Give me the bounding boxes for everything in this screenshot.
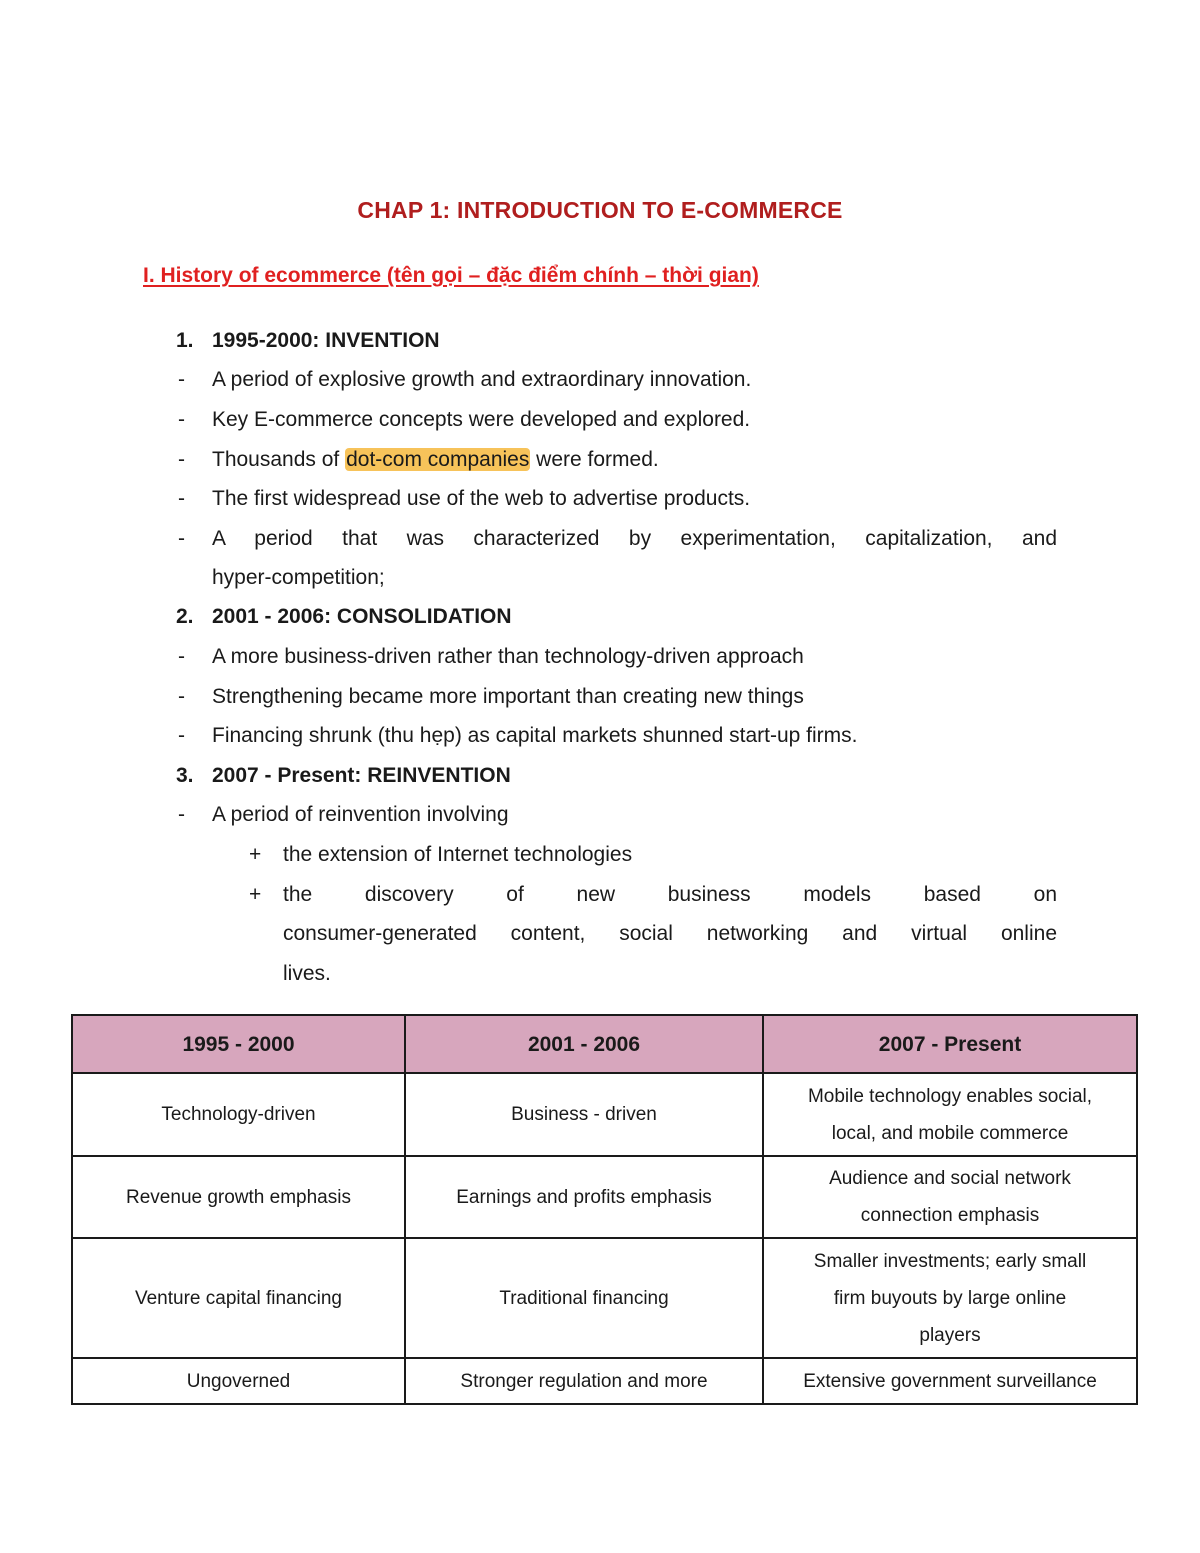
period-heading-1: 1995-2000: INVENTION bbox=[212, 329, 440, 352]
table-cell-line: players bbox=[919, 1324, 981, 1346]
dash-marker: - bbox=[178, 803, 185, 826]
list-number-2: 2. bbox=[176, 605, 194, 628]
dash-marker: - bbox=[178, 685, 185, 708]
table-cell bbox=[763, 1156, 1137, 1238]
table-row bbox=[72, 1238, 1137, 1358]
dash-marker: - bbox=[178, 527, 185, 550]
bullet-1-5: A period that was characterized by experimentation, capitalization, and bbox=[212, 527, 1057, 550]
table-header-cell: 2001 - 2006 bbox=[405, 1015, 763, 1073]
bullet-2-1: A more business-driven rather than technology-driven approach bbox=[212, 645, 804, 668]
period-heading-2: 2001 - 2006: CONSOLIDATION bbox=[212, 605, 512, 628]
section-heading: I. History of ecommerce (tên gọi – đặc điểm chính – thời gian) bbox=[143, 264, 759, 287]
bullet-1-5-cont: hyper-competition; bbox=[212, 566, 385, 589]
table-cell-line: Mobile technology enables social, bbox=[807, 1085, 1093, 1107]
table-cell bbox=[763, 1238, 1137, 1358]
subbullet-3-1: the extension of Internet technologies bbox=[283, 843, 633, 866]
table-cell: Business - driven bbox=[405, 1073, 763, 1156]
bullet-3-1: A period of reinvention involving bbox=[212, 803, 509, 826]
bullet-1-3-after: were formed. bbox=[530, 448, 659, 471]
plus-marker: + bbox=[249, 843, 262, 866]
table-cell: Revenue growth emphasis bbox=[72, 1156, 405, 1238]
bullet-1-1: A period of explosive growth and extraordinary innovation. bbox=[212, 368, 752, 391]
subbullet-3-2-end: lives. bbox=[283, 962, 331, 985]
dash-marker: - bbox=[178, 408, 185, 431]
table-header-cell: 1995 - 2000 bbox=[72, 1015, 405, 1073]
table-cell-line: Smaller investments; early small bbox=[813, 1250, 1087, 1272]
table-cell-line: local, and mobile commerce bbox=[831, 1122, 1069, 1144]
table-cell: Ungoverned bbox=[72, 1358, 405, 1404]
table-cell: Technology-driven bbox=[72, 1073, 405, 1156]
list-number-3: 3. bbox=[176, 764, 194, 787]
dash-marker: - bbox=[178, 448, 185, 471]
table-cell: Extensive government surveillance bbox=[763, 1358, 1137, 1404]
list-number-1: 1. bbox=[176, 329, 194, 352]
period-heading-3: 2007 - Present: REINVENTION bbox=[212, 764, 511, 787]
table-cell: Stronger regulation and more bbox=[405, 1358, 763, 1404]
dash-marker: - bbox=[178, 487, 185, 510]
bullet-2-3: Financing shrunk (thu hẹp) as capital markets shunned start-up firms. bbox=[212, 724, 858, 747]
dash-marker: - bbox=[178, 368, 185, 391]
bullet-2-2: Strengthening became more important than creating new things bbox=[212, 685, 804, 708]
table-cell-line: Audience and social network bbox=[829, 1168, 1071, 1189]
plus-marker: + bbox=[249, 883, 262, 906]
table-row bbox=[72, 1073, 1137, 1156]
table-cell bbox=[763, 1073, 1137, 1156]
table-cell: Earnings and profits emphasis bbox=[405, 1156, 763, 1238]
table-header-row bbox=[72, 1015, 1137, 1073]
history-table bbox=[71, 1014, 1138, 1405]
table-header-cell: 2007 - Present bbox=[763, 1015, 1137, 1073]
table-row bbox=[72, 1156, 1137, 1238]
table-cell: Venture capital financing bbox=[72, 1238, 405, 1358]
table-cell-line: firm buyouts by large online bbox=[833, 1287, 1067, 1309]
dash-marker: - bbox=[178, 645, 185, 668]
bullet-1-4: The first widespread use of the web to advertise products. bbox=[212, 487, 751, 510]
dash-marker: - bbox=[178, 724, 185, 747]
bullet-1-3-before: Thousands of bbox=[212, 448, 346, 471]
subbullet-3-2: the discovery of new business models based on bbox=[283, 883, 1057, 906]
table-row bbox=[72, 1358, 1137, 1404]
table-cell-line: connection emphasis bbox=[860, 1205, 1040, 1226]
page-title: CHAP 1: INTRODUCTION TO E-COMMERCE bbox=[357, 197, 843, 223]
subbullet-3-2-cont: consumer-generated content, social networking and virtual online bbox=[283, 922, 1057, 945]
table-cell: Traditional financing bbox=[405, 1238, 763, 1358]
bullet-1-3 bbox=[212, 446, 659, 474]
bullet-1-2: Key E-commerce concepts were developed and explored. bbox=[212, 408, 751, 431]
highlighted-text: dot-com companies bbox=[346, 448, 530, 471]
